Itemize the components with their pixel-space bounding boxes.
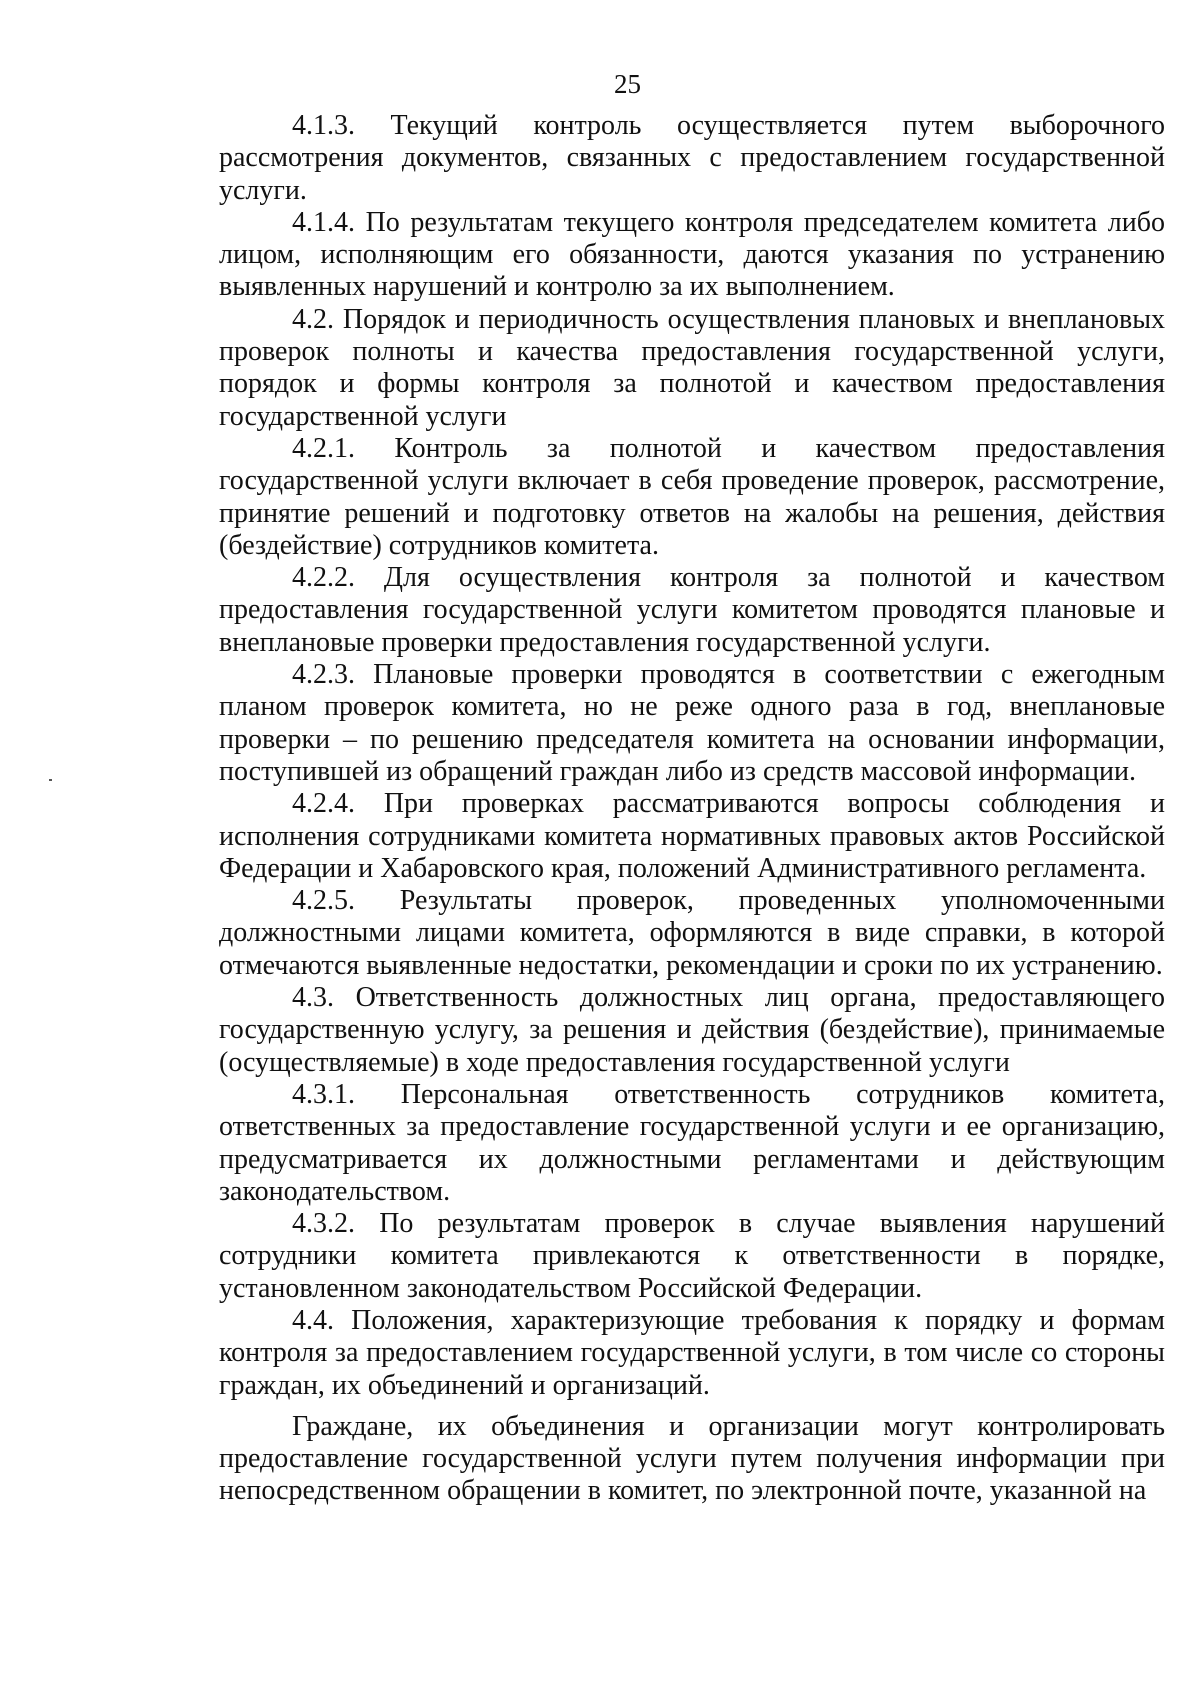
paragraph-4-2-2: 4.2.2. Для осуществления контроля за полнотой и качеством предоставления государственной услуги комитетом проводятся плановые и внеплановые проверки предоставления государственной услуги.: [219, 562, 1165, 658]
document-body: [219, 110, 1165, 1508]
paragraph-4-2-heading: 4.2. Порядок и периодичность осуществления плановых и внеплановых проверок полноты и качества предоставления государственной услуги, порядок и формы контроля за полнотой и качеством предоставления государственной услуги: [219, 303, 1165, 432]
page-number: 25: [614, 69, 641, 99]
paragraph-4-2-5: 4.2.5. Результаты проверок, проведенных уполномоченными должностными лицами комитета, оформляются в виде справки, в которой отмечаются выявленные недостатки, рекомендации и сроки по их устранению.: [219, 885, 1165, 981]
paragraph-citizens-control: Граждане, их объединения и организации могут контролировать предоставление государственной услуги путем получения информации при непосредственном обращении в комитет, по электронной почте, указанной на: [219, 1410, 1165, 1507]
paragraph-4-2-3: 4.2.3. Плановые проверки проводятся в соответствии с ежегодным планом проверок комитета, но не реже одного раза в год, внеплановые проверки – по решению председателя комитета на основании информации, поступившей из обращений граждан либо из средств массовой информации.: [219, 659, 1165, 787]
paragraph-4-3-1: 4.3.1. Персональная ответственность сотрудников комитета, ответственных за предоставление государственной услуги и ее организацию, предусматривается их должностными регламентами и действующим законодательством.: [219, 1078, 1165, 1207]
paragraph-4-3-heading: 4.3. Ответственность должностных лиц органа, предоставляющего государственную услугу, за решения и действия (бездействие), принимаемые (осуществляемые) в ходе предоставления государственной услуги: [219, 982, 1165, 1078]
scan-speck: [49, 779, 52, 781]
paragraph-4-3-2: 4.3.2. По результатам проверок в случае выявления нарушений сотрудники комитета привлекаются к ответственности в порядке, установленном законодательством Российской Федерации.: [219, 1208, 1165, 1304]
paragraph-4-2-4: 4.2.4. При проверках рассматриваются вопросы соблюдения и исполнения сотрудниками комитета нормативных правовых актов Российской Федерации и Хабаровского края, положений Административного регламента.: [219, 788, 1165, 884]
paragraph-4-2-1: 4.2.1. Контроль за полнотой и качеством предоставления государственной услуги включает в себя проведение проверок, рассмотрение, принятие решений и подготовку ответов на жалобы на решения, действия (бездействие) сотрудников комитета.: [219, 432, 1165, 561]
paragraph-4-4-heading: 4.4. Положения, характеризующие требования к порядку и формам контроля за предоставлением государственной услуги, в том числе со стороны граждан, их объединений и организаций.: [219, 1304, 1165, 1401]
paragraph-4-1-3: 4.1.3. Текущий контроль осуществляется путем выборочного рассмотрения документов, связанных с предоставлением государственной услуги.: [219, 110, 1165, 206]
paragraph-4-1-4: 4.1.4. По результатам текущего контроля председателем комитета либо лицом, исполняющим его обязанности, даются указания по устранению выявленных нарушений и контролю за их выполнением.: [219, 206, 1165, 303]
